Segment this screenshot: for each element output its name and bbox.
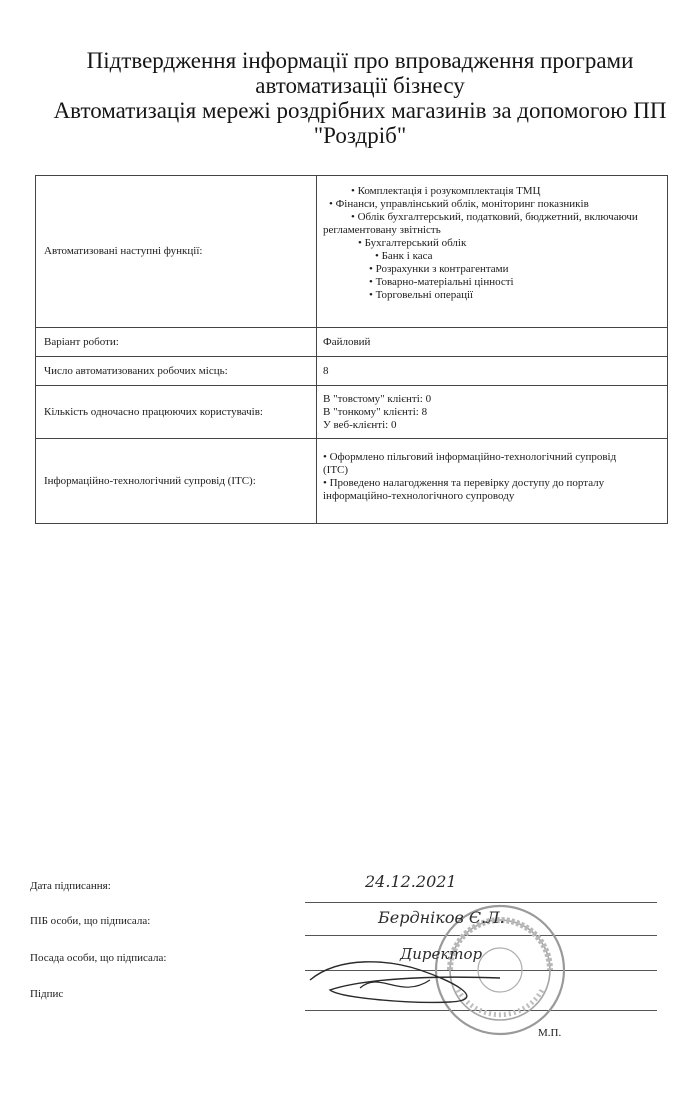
users-value — [317, 386, 667, 438]
date-label: Дата підписання: — [30, 880, 111, 892]
position-value: Директор — [400, 945, 483, 963]
table-row-workplaces — [36, 356, 667, 385]
handwritten-signature — [300, 950, 510, 1010]
document-title — [20, 48, 700, 148]
users-line: В "тонкому" клієнті: 8 — [323, 405, 428, 418]
mode-label: Варіант роботи: — [36, 328, 317, 356]
function-item: • Комплектація і розукомплектація ТМЦ — [351, 185, 541, 197]
function-item: • Бухгалтерський облік — [358, 237, 467, 249]
mode-value: Файловий — [323, 335, 371, 348]
function-item: • Розрахунки з контрагентами — [369, 263, 509, 275]
functions-label: Автоматизовані наступні функції: — [36, 176, 317, 327]
table-row-its — [36, 438, 667, 523]
its-line: інформаційно-технологічного супроводу — [323, 490, 515, 502]
date-value: 24.12.2021 — [365, 872, 457, 891]
title-line-2: автоматизації бізнесу — [255, 73, 465, 98]
position-label: Посада особи, що підписала: — [30, 952, 167, 964]
info-table — [35, 175, 668, 524]
title-line-3: Автоматизація мережі роздрібних магазинів за допомогою ПП — [53, 98, 667, 123]
its-label: Інформаційно-технологічний супровід (ІТС): — [36, 439, 317, 523]
workplaces-value: 8 — [323, 364, 329, 377]
function-item: • Торговельні операції — [369, 289, 474, 301]
mp-label: М.П. — [538, 1027, 562, 1039]
users-label: Кількість одночасно працюючих користувачів: — [36, 386, 317, 438]
users-line: У веб-клієнті: 0 — [323, 418, 397, 431]
name-label: ПІБ особи, що підписала: — [30, 915, 151, 927]
table-row-functions — [36, 176, 667, 327]
function-item: • Фінанси, управлінський облік, моніторинг показників — [329, 198, 589, 210]
its-line: • Оформлено пільговий інформаційно-технологічний супровід — [323, 451, 617, 463]
table-row-mode — [36, 327, 667, 356]
its-line: • Проведено налагодження та перевірку доступу до порталу — [323, 477, 605, 489]
function-item: регламентовану звітність — [323, 224, 441, 236]
users-line: В "товстому" клієнті: 0 — [323, 392, 432, 405]
function-item: • Банк і каса — [375, 250, 433, 262]
function-item: • Облік бухгалтерський, податковий, бюджетний, включаючи — [351, 211, 638, 223]
table-row-users — [36, 385, 667, 438]
title-line-1: Підтвердження інформації про впровадження програми — [86, 48, 634, 73]
its-value — [317, 439, 667, 523]
title-line-4: "Роздріб" — [313, 123, 407, 148]
name-value: Бердніков Є.Л. — [378, 908, 505, 927]
function-item: • Товарно-матеріальні цінності — [369, 276, 514, 288]
functions-value — [317, 176, 667, 327]
signature-label: Підпис — [30, 988, 64, 1000]
workplaces-label: Число автоматизованих робочих місць: — [36, 357, 317, 385]
its-line: (ІТС) — [323, 464, 349, 476]
